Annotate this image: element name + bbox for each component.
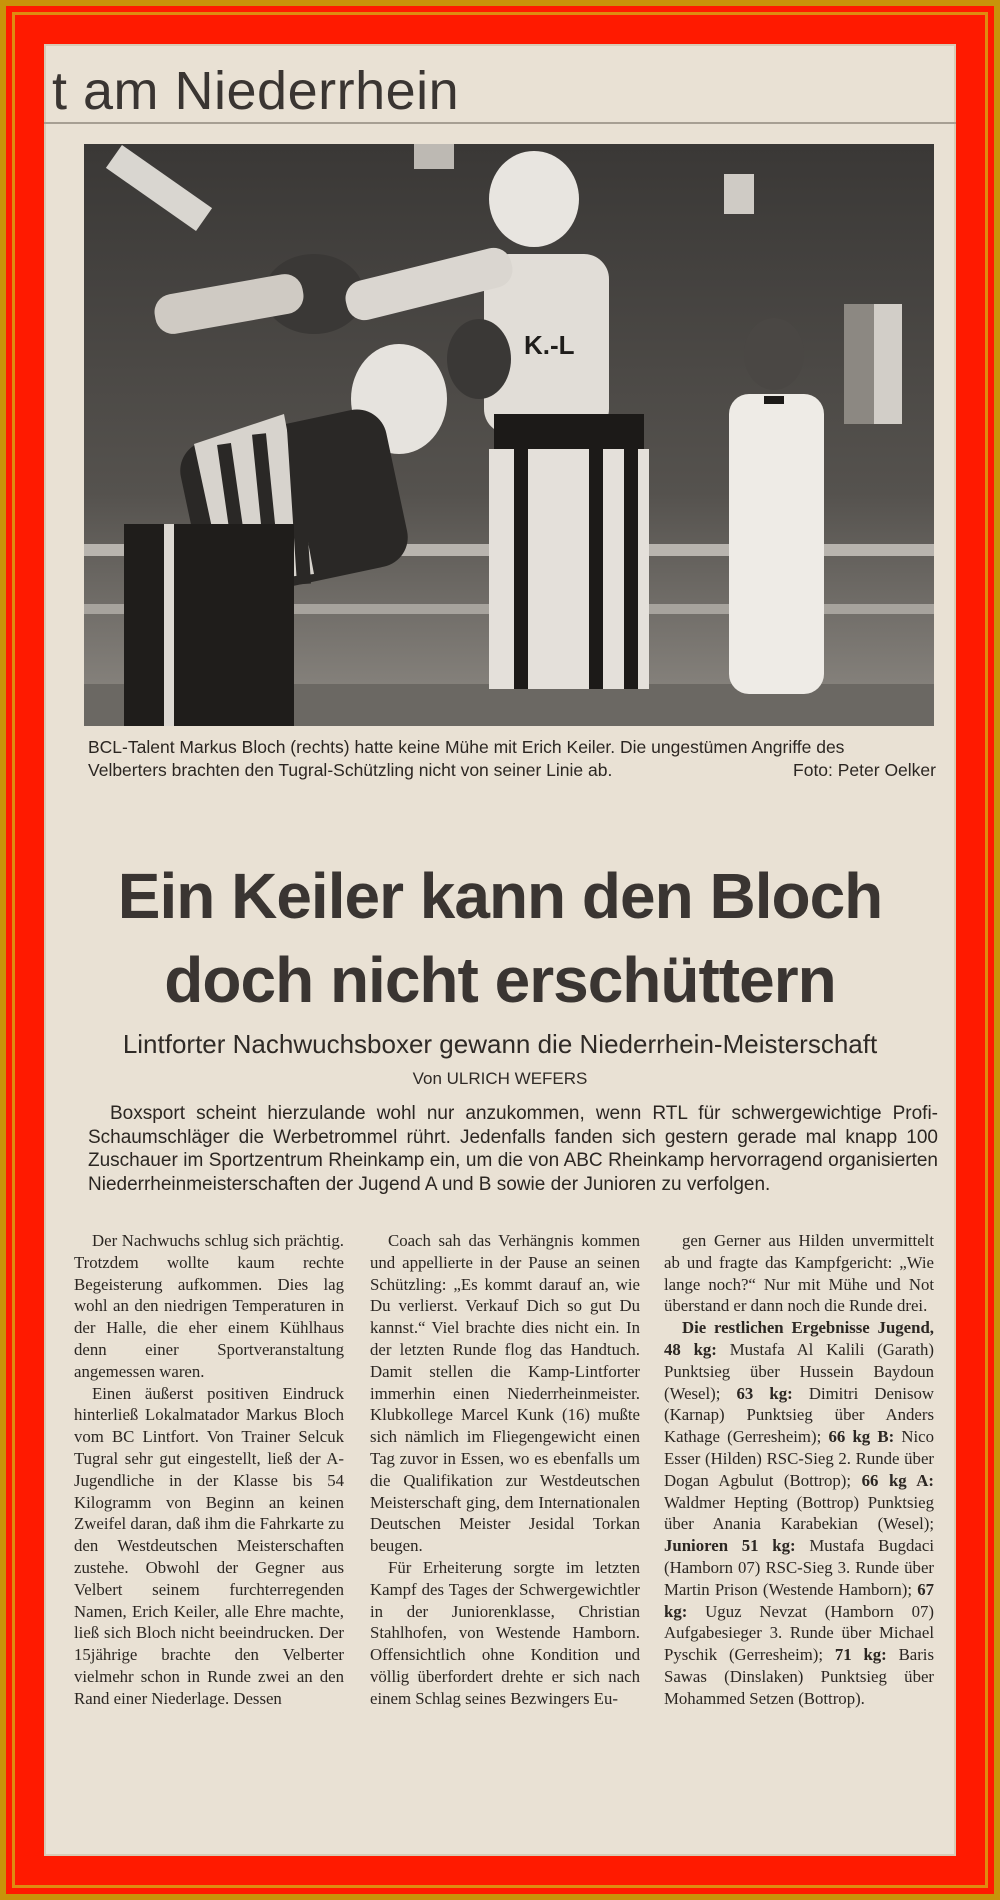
result-5: Mustafa Bugdaci (Hamborn 07) RSC-Sieg 3. Runde über Martin Prison (Westende Hamborn); <box>664 1536 934 1599</box>
newspaper-clipping <box>44 44 956 1856</box>
result-4: Waldmer Hepting (Bottrop) Punktsieg über Anania Karabekian (Wesel); <box>664 1492 934 1534</box>
weight-71: 71 kg: <box>823 1645 887 1665</box>
boxing-photo-illustration <box>84 144 934 726</box>
article-column-2 <box>370 1230 640 1710</box>
column-1-paragraph-1: Der Nachwuchs schlug sich prächtig. Trotzdem wollte kaum rechte Begeisterung aufkommen. Dies lag wohl an den niedrigen Temperaturen in der Halle, die eher einem Kühlhaus denn einer Sportveranstaltung angemessen waren. <box>74 1231 344 1381</box>
caption-line-1: BCL-Talent Markus Bloch (rechts) hatte keine Mühe mit Erich Keiler. Die ungestümen Angriffe des <box>88 737 845 757</box>
column-3-paragraph-1: gen Gerner aus Hilden unvermittelt ab und fragte das Kampfgericht: „Wie lange noch?“ Nur mit Mühe und Not überstand er dann noch die Runde drei. <box>664 1231 934 1316</box>
weight-67: 67 kg: <box>664 1579 934 1621</box>
result-6: Uguz Nevzat (Hamborn 07) Aufgabesieger 3. Runde über Michael Pyschik (Gerresheim); <box>664 1601 934 1665</box>
headline-line-2: doch nicht erschüttern <box>164 944 836 1016</box>
section-masthead: t am Niederrhein <box>52 61 460 121</box>
result-3: Nico Esser (Hilden) RSC-Sieg 2. Runde über Dogan Agbulut (Bottrop); <box>664 1427 934 1490</box>
subheadline: Lintforter Nachwuchsboxer gewann die Niederrhein-Meisterschaft <box>122 1029 878 1059</box>
column-1-paragraph-2: Einen äußerst positiven Eindruck hinterließ Lokalmatador Markus Bloch vom BC Lintfort. Von Trainer Selcuk Tugral sehr gut eingestellt, ließ der A-Jugendliche in der Klasse bis 54 Kilogramm von Beginn an keinen Zweifel daran, daß ihm die Fahrkarte zu den Westdeutschen Meisterschaften zustehe. Obwohl der Gegner aus Velbert seinem furchterregenden Namen, Erich Keiler, alle Ehre machte, ließ sich Bloch nicht beeindrucken. Der 15jährige brachte den Velberter vielmehr schon in Runde zwei an den Rand einer Niederlage. Dessen <box>74 1383 344 1708</box>
weight-51-junioren: Junioren 51 kg: <box>664 1536 796 1556</box>
weight-63: 63 kg: <box>720 1383 793 1403</box>
headline <box>44 854 956 1022</box>
results-paragraph <box>664 1317 934 1709</box>
boxing-photo <box>84 144 934 726</box>
results-heading: Die restlichen Ergebnisse Jugend, 48 kg: <box>664 1318 934 1359</box>
article-column-3 <box>664 1230 934 1710</box>
result-2: Dimitri Denisow (Karnap) Punktsieg über Anders Kathage (Gerresheim); <box>664 1383 934 1447</box>
caption-line-2: Velberters brachten den Tugral-Schützling nicht von seiner Linie ab. <box>88 760 613 780</box>
weight-66b: 66 kg B: <box>821 1427 895 1447</box>
masthead-rule <box>44 122 956 124</box>
lead-paragraph: Boxsport scheint hierzulande wohl nur anzukommen, wenn RTL für schwergewichtige Profi-Schaumschläger die Werbetrommel rührt. Jedenfalls fanden sich gestern gerade mal knapp 100 Zuschauer im Sportzentrum Rheinkamp ein, um die von ABC Rheinkamp hervorragend organisierten Niederrheinmeisterschaften der Jugend A und B sowie der Junioren zu verfolgen. <box>88 1103 938 1195</box>
column-2-paragraph-1: Coach sah das Verhängnis kommen und appellierte in der Pause an seinen Schützling: „Es kommt darauf an, wie Du verlierst. Verkauf Dich so gut Du kannst.“ Viel brachte dies nicht ein. In der letzten Runde flog das Handtuch. Damit stellen die Kamp-Lintforter immerhin einen Niederrheinmeister. Klubkollege Marcel Kunk (16) mußte sich nämlich im Fliegengewicht einen Tag zuvor in Essen, wo es ebenfalls um die Qualifikation zur Westdeutschen Meisterschaft ging, dem Internationalen Deutschen Meister Jesidal Torkan beugen. <box>370 1231 640 1556</box>
jersey-lettering: K.-L <box>524 330 575 360</box>
headline-line-1: Ein Keiler kann den Bloch <box>117 860 883 932</box>
result-1: Mustafa Al Kalili (Garath) Punktsieg über Hussein Baydoun (Wesel); <box>664 1339 934 1403</box>
photo-credit: Foto: Peter Oelker <box>793 760 936 780</box>
result-7: Baris Sawas (Dinslaken) Punktsieg über Mohammed Setzen (Bottrop). <box>664 1645 935 1708</box>
photo-caption <box>88 736 936 782</box>
weight-66a: 66 kg A: <box>851 1470 934 1490</box>
article-column-1 <box>74 1230 344 1710</box>
column-2-paragraph-2: Für Erheiterung sorgte im letzten Kampf des Tages der Schwergewichtler in der Juniorenklasse, Christian Stahlhofen, von Westende Hamborn. Offensichtlich ohne Kondition und völlig überfordert drehte er sich nach einem Schlag seines Bezwingers Eu- <box>370 1557 640 1708</box>
byline: Von ULRICH WEFERS <box>412 1069 588 1088</box>
